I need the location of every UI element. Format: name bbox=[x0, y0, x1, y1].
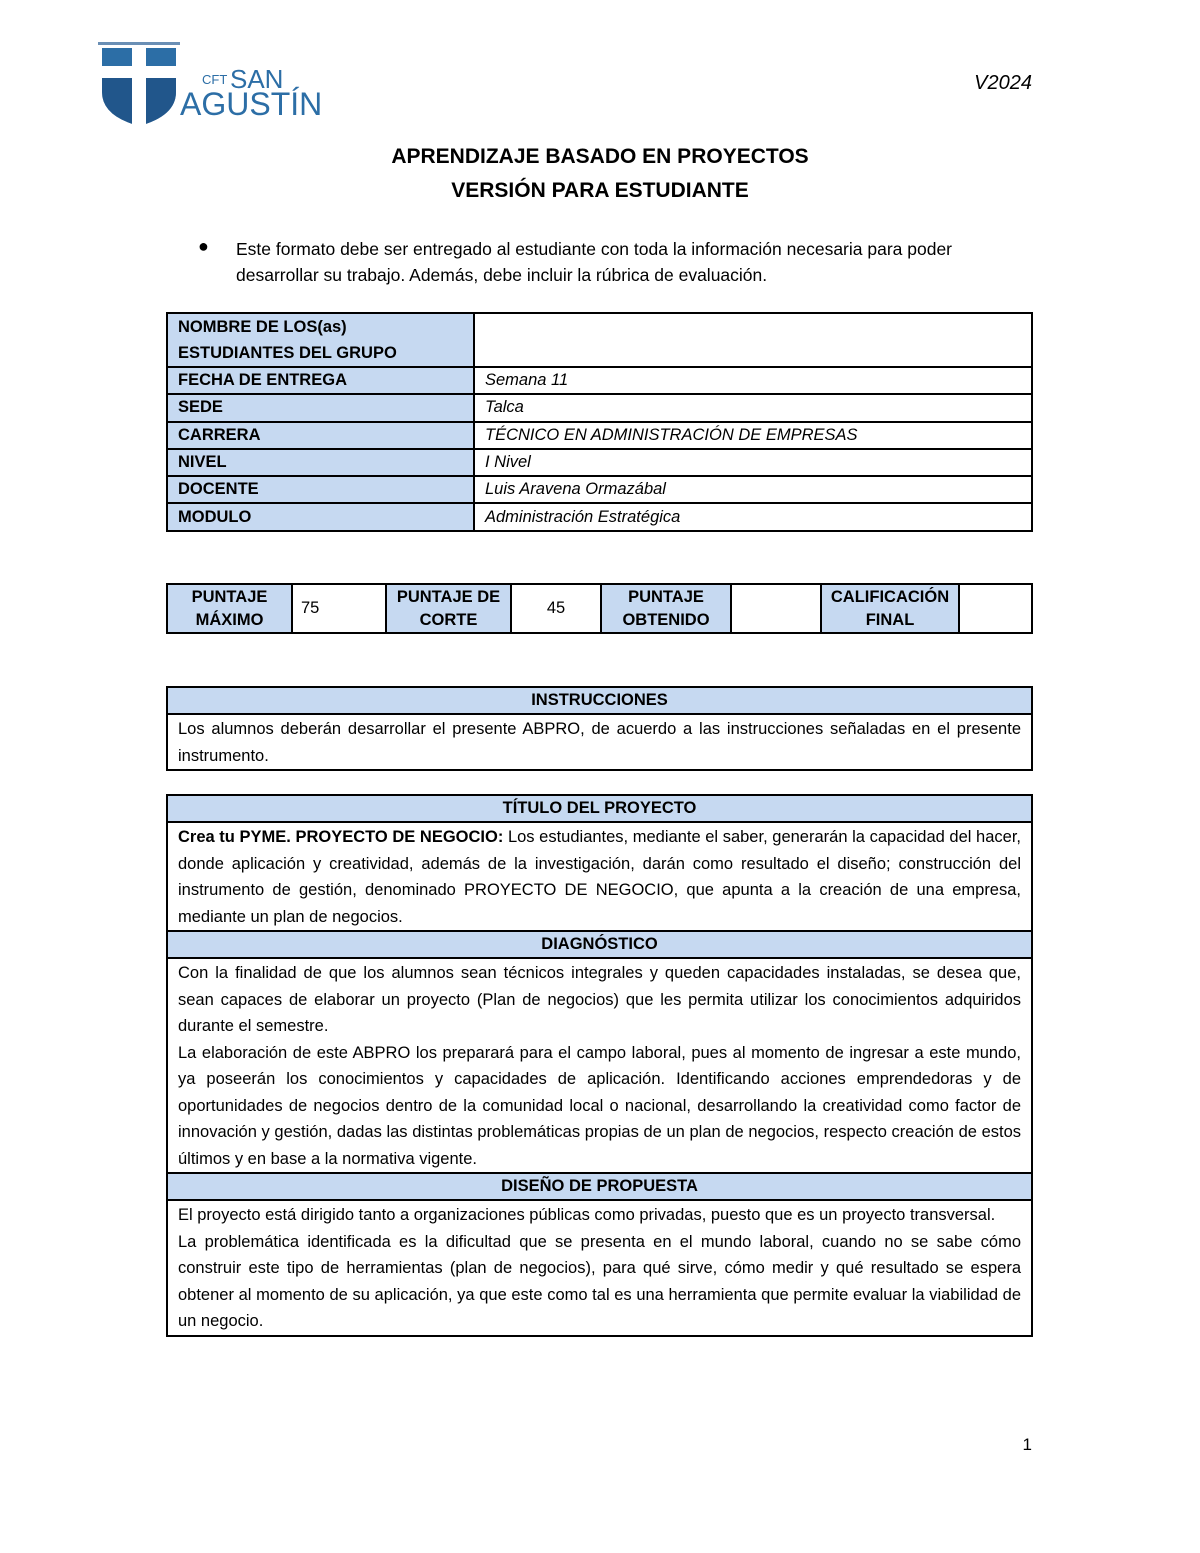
diagnosis-text bbox=[167, 958, 1032, 1173]
table-row bbox=[167, 394, 1032, 421]
paragraph: La elaboración de este ABPRO los preparará para el campo laboral, pues al momento de ingresar a este mundo, ya poseerán los conocimientos y capacidades de aplicación. Identificando acciones emprendedoras y de oportunidades de negocios dentro de la comunidad local o nacional, desarrollando la creatividad como factor de innovación y gestión, dadas las distintas problemáticas propias de un plan de negocios, respecto creación de estos últimos y en base a la normativa vigente. bbox=[178, 1043, 1021, 1168]
label-line: CALIFICACIÓN bbox=[830, 587, 950, 606]
row-value: Luis Aravena Ormazábal bbox=[474, 476, 1032, 503]
logo-prefix: CFT bbox=[202, 72, 228, 87]
diagnosis-heading: DIAGNÓSTICO bbox=[167, 931, 1032, 958]
bullet-icon: ● bbox=[198, 236, 209, 256]
row-value: Talca bbox=[474, 394, 1032, 421]
document-subtitle: VERSIÓN PARA ESTUDIANTE bbox=[451, 179, 749, 202]
row-value: I Nivel bbox=[474, 449, 1032, 476]
institution-logo bbox=[98, 40, 328, 128]
cut-score-label bbox=[386, 584, 511, 633]
label-line: PUNTAJE bbox=[191, 587, 268, 606]
row-label bbox=[167, 313, 474, 367]
label-line: NOMBRE DE LOS(as) bbox=[178, 318, 347, 336]
row-value: Semana 11 bbox=[474, 367, 1032, 394]
row-label: FECHA DE ENTREGA bbox=[167, 367, 474, 394]
logo-name-line2: AGUSTÍN bbox=[180, 86, 323, 122]
row-label: NIVEL bbox=[167, 449, 474, 476]
label-line: MÁXIMO bbox=[195, 610, 264, 629]
row-value: Administración Estratégica bbox=[474, 503, 1032, 530]
table-row bbox=[167, 367, 1032, 394]
label-line: CORTE bbox=[419, 610, 478, 629]
row-value: TÉCNICO EN ADMINISTRACIÓN DE EMPRESAS bbox=[474, 422, 1032, 449]
project-title-text bbox=[167, 822, 1032, 931]
project-title-heading: TÍTULO DEL PROYECTO bbox=[167, 795, 1032, 822]
final-grade-field[interactable] bbox=[959, 584, 1032, 633]
table-row bbox=[167, 313, 1032, 367]
max-score-label bbox=[167, 584, 292, 633]
page-number: 1 bbox=[1022, 1435, 1032, 1454]
paragraph: El proyecto está dirigido tanto a organizaciones públicas como privadas, puesto que es un proyecto transversal. bbox=[178, 1206, 996, 1224]
proposal-heading: DISEÑO DE PROPUESTA bbox=[167, 1173, 1032, 1200]
obtained-score-field[interactable] bbox=[731, 584, 821, 633]
instructions-text: Los alumnos deberán desarrollar el presente ABPRO, de acuerdo a las instrucciones señaladas en el presente instrumento. bbox=[167, 714, 1032, 770]
cut-score-value: 45 bbox=[511, 584, 601, 633]
project-name: Crea tu PYME. PROYECTO DE NEGOCIO: bbox=[178, 828, 504, 846]
students-names-field[interactable] bbox=[474, 313, 1032, 367]
table-row bbox=[167, 422, 1032, 449]
max-score-value: 75 bbox=[292, 584, 386, 633]
final-grade-label bbox=[821, 584, 959, 633]
row-label: CARRERA bbox=[167, 422, 474, 449]
version-label: V2024 bbox=[974, 72, 1032, 94]
paragraph: Con la finalidad de que los alumnos sean técnicos integrales y queden capacidades instaladas, se desea que, sean capaces de elaborar un proyecto (Plan de negocios) que les permita utilizar los conocimientos adquiridos durante el semestre. bbox=[178, 964, 1021, 1035]
logo-name-line1: SAN bbox=[230, 64, 284, 94]
student-info-table bbox=[166, 312, 1033, 532]
label-line: ESTUDIANTES DEL GRUPO bbox=[178, 344, 397, 362]
table-row bbox=[167, 476, 1032, 503]
obtained-score-label bbox=[601, 584, 731, 633]
label-line: PUNTAJE bbox=[628, 587, 704, 606]
project-description: Los estudiantes, mediante el saber, generarán la capacidad del hacer, donde aplicación y creatividad, además de la investigación, darán como resultado el diseño; construcción del instrumento de gestión, denominado PROYECTO DE NEGOCIO, que apunta a la creación de una empresa, mediante un plan de negocios. bbox=[178, 828, 1021, 926]
table-row bbox=[167, 503, 1032, 530]
paragraph: La problemática identificada es la dificultad que se presenta en el mundo laboral, cuando no se sabe cómo construir este tipo de herramientas (plan de negocios), para qué sirve, cómo medir y qué resultado se espera obtener al momento de su aplicación, ya que este como tal es una herramienta que permite evaluar la viabilidad de un negocio. bbox=[178, 1232, 1021, 1330]
row-label: DOCENTE bbox=[167, 476, 474, 503]
row-label: MODULO bbox=[167, 503, 474, 530]
instructions-heading: INSTRUCCIONES bbox=[167, 687, 1032, 714]
instructions-table bbox=[166, 686, 1033, 771]
table-row bbox=[167, 584, 1032, 633]
label-line: PUNTAJE DE bbox=[396, 587, 501, 606]
scores-table bbox=[166, 583, 1033, 634]
bullet-note: Este formato debe ser entregado al estudiante con toda la información necesaria para poder desarrollar su trabajo. Además, debe incluir la rúbrica de evaluación. bbox=[236, 239, 953, 285]
label-line: OBTENIDO bbox=[622, 610, 710, 629]
label-line: FINAL bbox=[865, 610, 915, 629]
table-row bbox=[167, 449, 1032, 476]
document-title: APRENDIZAJE BASADO EN PROYECTOS bbox=[391, 145, 809, 168]
project-table bbox=[166, 794, 1033, 1337]
proposal-text bbox=[167, 1200, 1032, 1336]
row-label: SEDE bbox=[167, 394, 474, 421]
